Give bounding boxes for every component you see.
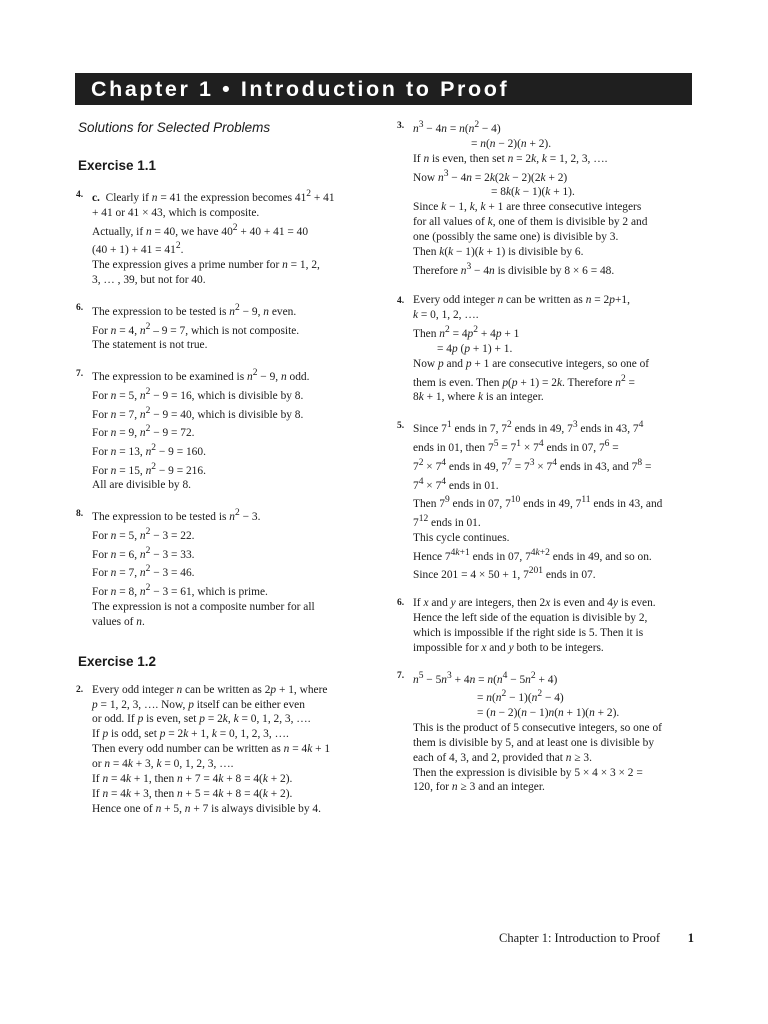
solution-line: = $n(n^2 - 1)(n^2 - 4)$ [477, 689, 564, 705]
problem-number: 3. [397, 120, 405, 131]
problem-5 [397, 418, 695, 583]
solution-line: $n^3 - 4n = n(n^2 - 4)$ [413, 120, 501, 135]
solution-line: one (possibly the same one) is divisible by 3. [413, 230, 619, 243]
page-footer [499, 931, 694, 946]
chapter-title: Chapter 1 • Introduction to Proof [91, 77, 510, 101]
problem-number: 6. [397, 598, 405, 609]
solution-line: Then $n^2 = 4p^2 + 4p + 1$ [413, 325, 520, 341]
solution-line: 3, … , 39, but not for 40. [92, 273, 206, 286]
solution-line: p = 1, 2, 3, …. Now, p itself can be either even [92, 698, 305, 711]
solution-line: If n = 4k + 3, then n + 5 = 4k + 8 = 4(k + 2). [92, 787, 293, 800]
solution-line: The expression is not a composite number for all [92, 600, 315, 613]
problem-7 [76, 366, 374, 493]
problem-number: 7. [397, 671, 405, 682]
solution-line: = 4p (p + 1) + 1. [437, 342, 513, 355]
solution-line: For n = 15, $n^2 - 9 = 216$. [92, 461, 206, 477]
problem-number: 7. [76, 368, 84, 379]
solution-line: k = 0, 1, 2, …. [413, 309, 479, 322]
exercise-heading: Exercise 1.2 [78, 653, 157, 669]
solution-line: The statement is not true. [92, 339, 208, 352]
left-column [76, 118, 374, 817]
solution-line: 120, for n ≥ 3 and an integer. [413, 781, 545, 794]
solution-line: Now $n^3 - 4n = 2k(2k - 2)(2k + 2)$ [413, 168, 568, 184]
solution-line: ends in 01, then $7^5 = 7^1 \times 7^4$ ends in 07, $7^6$ = [413, 439, 619, 454]
solution-line: Hence the left side of the equation is divisible by 2, [413, 611, 648, 624]
solution-line: If n is even, then set n = 2k, k = 1, 2, 3, …. [413, 152, 608, 165]
solution-line: + 41 or 41 × 43, which is composite. [92, 206, 260, 219]
left-column-content [76, 158, 374, 817]
solution-line: or n = 4k + 3, k = 0, 1, 2, 3, …. [92, 758, 234, 771]
solution-line: Hence $7^{4k+1}$ ends in 07, $7^{4k+2}$ ends in 49, and so on. [413, 547, 652, 563]
solution-line: For n = 8, $n^2 - 3 = 61$, which is prime. [92, 583, 268, 598]
solution-line: For n = 9, $n^2 - 9 = 72$. [92, 424, 195, 440]
solution-line: = n(n − 2)(n + 2). [471, 137, 552, 150]
solution-line: Since 201 = 4 × 50 + 1, $7^{201}$ ends in 07. [413, 566, 596, 582]
solution-line: For n = 6, $n^2 - 3 = 33$. [92, 545, 195, 561]
solution-line: them is even. Then p(p + 1) = 2k. Therefore $n^2$ = [413, 373, 635, 389]
solution-line: For n = 13, $n^2 - 9 = 160$. [92, 442, 206, 458]
solution-line: If x and y are integers, then 2x is even and 4y is even. [413, 596, 656, 609]
solution-line: Then k(k − 1)(k + 1) is divisible by 6. [413, 245, 584, 258]
solution-line: For n = 5, $n^2 - 3 = 22$. [92, 526, 195, 542]
solution-line: = (n − 2)(n − 1)n(n + 1)(n + 2). [477, 706, 620, 719]
solution-line: Now p and p + 1 are consecutive integers, so one of [413, 357, 650, 370]
solution-line: The expression to be tested is $n^2 - 3$. [92, 508, 261, 524]
solution-line: $7^2 \times 7^4$ ends in 49, $7^7 = 7^3 \times 7^4$ ends in 43, and $7^8$ = [413, 457, 652, 473]
solution-line: Since $7^1$ ends in 7, $7^2$ ends in 49, $7^3$ ends in 43, $7^4$ [413, 420, 644, 436]
solution-line: For n = 5, $n^2 - 9 = 16$, which is divisible by 8. [92, 386, 304, 402]
solution-line: The expression gives a prime number for n = 1, 2, [92, 259, 320, 272]
solution-line: Therefore $n^3 - 4n$ is divisible by 8 × 6 = 48. [413, 261, 615, 277]
solution-line: values of n. [92, 615, 145, 628]
solution-line: Actually, if n = 40, we have $40^2 + 40 + 41 = 40$ [92, 222, 309, 238]
solution-line: = 8k(k − 1)(k + 1). [491, 186, 575, 199]
solution-line: Then $7^9$ ends in 07, $7^{10}$ ends in 49, $7^{11}$ ends in 43, and [413, 495, 663, 510]
problem-number: 6. [76, 303, 84, 314]
problem-number: 5. [397, 420, 405, 431]
solution-line: Then the expression is divisible by 5 × 4 × 3 × 2 = [413, 766, 643, 779]
solution-line: 8k + 1, where k is an integer. [413, 391, 544, 404]
solution-line: Since k − 1, k, k + 1 are three consecutive integers [413, 201, 642, 214]
solution-line: for all values of k, one of them is divisible by 2 and [413, 216, 648, 229]
solution-line: The expression to be tested is $n^2 - 9$, n even. [92, 302, 297, 318]
problem-number: 4. [76, 189, 84, 200]
problem-3 [397, 118, 695, 278]
page-number: 1 [687, 931, 694, 945]
problem-4 [76, 187, 374, 288]
solution-line: All are divisible by 8. [92, 479, 192, 492]
solution-line: $(40 + 1) + 41 = 41^2$. [92, 241, 184, 257]
solution-line: Every odd integer n can be written as 2p + 1, where [92, 683, 328, 696]
solution-line: If p is odd, set p = 2k + 1, k = 0, 1, 2, 3, …. [92, 728, 289, 741]
section-subtitle: Solutions for Selected Problems [78, 120, 271, 135]
problem-number: 2. [76, 685, 84, 696]
right-column-content [397, 118, 695, 795]
right-column [397, 118, 695, 795]
solution-line: This cycle continues. [413, 531, 510, 544]
solution-line: which is impossible if the right side is 5. Then it is [413, 626, 644, 639]
solution-line: Then every odd number can be written as n = 4k + 1 [92, 743, 331, 756]
solution-line: impossible for x and y both to be integers. [413, 641, 604, 654]
problem-2 [76, 683, 374, 817]
solution-line: The expression to be examined is $n^2 - 9$, n odd. [92, 368, 310, 383]
problem-number: 4. [397, 295, 405, 306]
solution-line: them is divisible by 5, and at least one is divisible by [413, 736, 655, 749]
solution-line: If n = 4k + 1, then n + 7 = 4k + 8 = 4(k + 2). [92, 773, 293, 786]
solution-line: Hence one of n + 5, n + 7 is always divisible by 4. [92, 802, 321, 815]
problem-6 [397, 596, 695, 656]
problem-number: 8. [76, 508, 84, 519]
exercise-heading: Exercise 1.1 [78, 158, 157, 173]
solution-line: $n^5 - 5n^3 + 4n = n(n^4 - 5n^2 + 4)$ [413, 670, 558, 686]
solution-line: For n = 7, $n^2 - 9 = 40$, which is divisible by 8. [92, 405, 304, 421]
solution-line: each of 4, 3, and 2, provided that n ≥ 3. [413, 751, 592, 764]
solution-line: Every odd integer n can be written as n = 2p+1, [413, 294, 630, 307]
running-title: Chapter 1: Introduction to Proof [499, 931, 661, 945]
solution-line: c. Clearly if n = 41 the expression becomes $41^2 + 41$ [92, 189, 335, 204]
problem-4 [397, 293, 695, 405]
solution-line: This is the product of 5 consecutive integers, so one of [413, 721, 662, 734]
problem-8 [76, 506, 374, 629]
solution-line: $7^{12}$ ends in 01. [413, 513, 481, 529]
solution-line: For n = 7, $n^2 - 3 = 46$. [92, 564, 195, 580]
solution-line: $7^4 \times 7^4$ ends in 01. [413, 476, 499, 492]
solution-line: For n = 4, $n^2 - 9 = 7$, which is not composite. [92, 321, 300, 337]
problem-6 [76, 301, 374, 353]
solution-line: or odd. If p is even, set p = 2k, k = 0, 1, 2, 3, …. [92, 713, 311, 726]
chapter-title-bar [75, 73, 692, 105]
problem-7 [397, 669, 695, 796]
